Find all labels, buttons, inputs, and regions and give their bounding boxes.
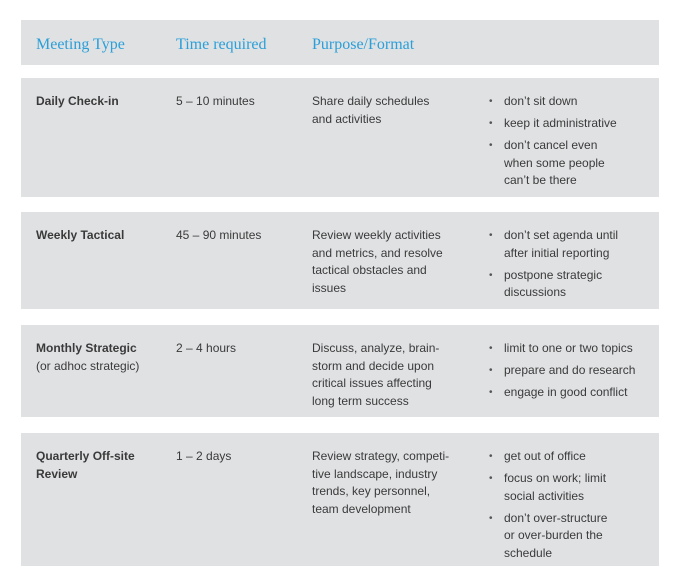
tip-line: discussions [504, 285, 567, 299]
meeting-type-cell [36, 227, 171, 245]
tip-line: keep it administrative [504, 116, 617, 130]
meeting-type-cell [36, 448, 171, 483]
purpose-line: long term success [312, 393, 409, 408]
tips-list [489, 227, 654, 306]
tip-line: when some people [504, 155, 605, 170]
meeting-type-name: Weekly Tactical [36, 228, 125, 242]
bullet-icon: • [489, 269, 493, 281]
purpose-line: Share daily schedules [312, 94, 430, 108]
purpose-line: Discuss, analyze, brain- [312, 341, 440, 355]
tip-line: schedule [504, 545, 553, 560]
tip-item [489, 267, 654, 302]
time-required-cell: 5 – 10 minutes [176, 94, 255, 108]
meeting-type-name: Quarterly Off-site [36, 449, 135, 463]
tip-item [489, 227, 654, 262]
tips-list [489, 448, 654, 567]
tip-line: engage in good conflict [504, 385, 628, 399]
meeting-type-subtitle: (or adhoc strategic) [36, 358, 140, 373]
purpose-line: Review weekly activities [312, 228, 441, 242]
tip-item [489, 340, 654, 358]
purpose-line: tive landscape, industry [312, 466, 438, 481]
bullet-icon: • [489, 96, 493, 107]
tip-line: don’t over-structure [504, 510, 608, 525]
time-required-cell: 1 – 2 days [176, 449, 232, 463]
tip-item [489, 362, 654, 380]
tip-item [489, 384, 654, 402]
table-header [21, 20, 659, 65]
bullet-icon: • [489, 365, 493, 376]
tip-line: don’t cancel even [504, 138, 598, 152]
bullet-icon: • [489, 140, 493, 151]
tip-line: get out of office [504, 449, 586, 463]
purpose-line: team development [312, 501, 411, 516]
tip-line: don’t set agenda until [504, 228, 619, 242]
bullet-icon: • [489, 451, 493, 462]
tip-item [489, 137, 654, 190]
tip-line: focus on work; limit [504, 471, 607, 485]
tip-line: prepare and do research [504, 363, 636, 377]
purpose-cell [312, 93, 462, 128]
header-time-required: Time required [176, 36, 267, 53]
tip-line: or over-burden the [504, 528, 603, 542]
time-required-cell: 2 – 4 hours [176, 341, 237, 355]
table-row [21, 212, 659, 309]
purpose-line: issues [312, 280, 347, 295]
bullet-icon: • [489, 387, 493, 398]
table-row [21, 433, 659, 566]
tips-list [489, 340, 654, 406]
purpose-line: trends, key personnel, [312, 484, 431, 498]
header-meeting-type: Meeting Type [36, 36, 125, 53]
time-required-cell: 45 – 90 minutes [176, 228, 262, 242]
table-row [21, 325, 659, 417]
meeting-type-cell [36, 93, 171, 111]
bullet-icon: • [489, 473, 493, 484]
bullet-icon: • [489, 230, 493, 241]
tip-item [489, 470, 654, 505]
purpose-line: critical issues affecting [312, 376, 432, 390]
bullet-icon: • [489, 512, 493, 524]
purpose-line: tactical obstacles and [312, 263, 427, 277]
meeting-type-name-cont: Review [36, 466, 78, 481]
purpose-cell [312, 340, 462, 410]
meeting-type-name: Daily Check-in [36, 94, 119, 108]
purpose-line: and metrics, and resolve [312, 245, 443, 260]
bullet-icon: • [489, 343, 493, 354]
tip-line: after initial reporting [504, 245, 610, 260]
tip-line: limit to one or two topics [504, 341, 633, 355]
purpose-line: and activities [312, 111, 382, 126]
tip-line: don’t sit down [504, 94, 578, 108]
bullet-icon: • [489, 118, 493, 129]
tip-item [489, 93, 654, 111]
tip-item [489, 448, 654, 466]
purpose-line: Review strategy, competi- [312, 449, 450, 463]
tip-item [489, 510, 654, 563]
tip-line: social activities [504, 488, 585, 503]
purpose-cell [312, 448, 462, 518]
purpose-cell [312, 227, 462, 297]
tip-line: can’t be there [504, 173, 577, 187]
table-row [21, 78, 659, 197]
meeting-type-name: Monthly Strategic [36, 341, 137, 355]
tip-item [489, 115, 654, 133]
meeting-type-cell [36, 340, 171, 375]
purpose-line: storm and decide upon [312, 358, 435, 373]
header-purpose-format: Purpose/Format [312, 36, 415, 53]
tips-list [489, 93, 654, 194]
tip-line: postpone strategic [504, 267, 603, 282]
